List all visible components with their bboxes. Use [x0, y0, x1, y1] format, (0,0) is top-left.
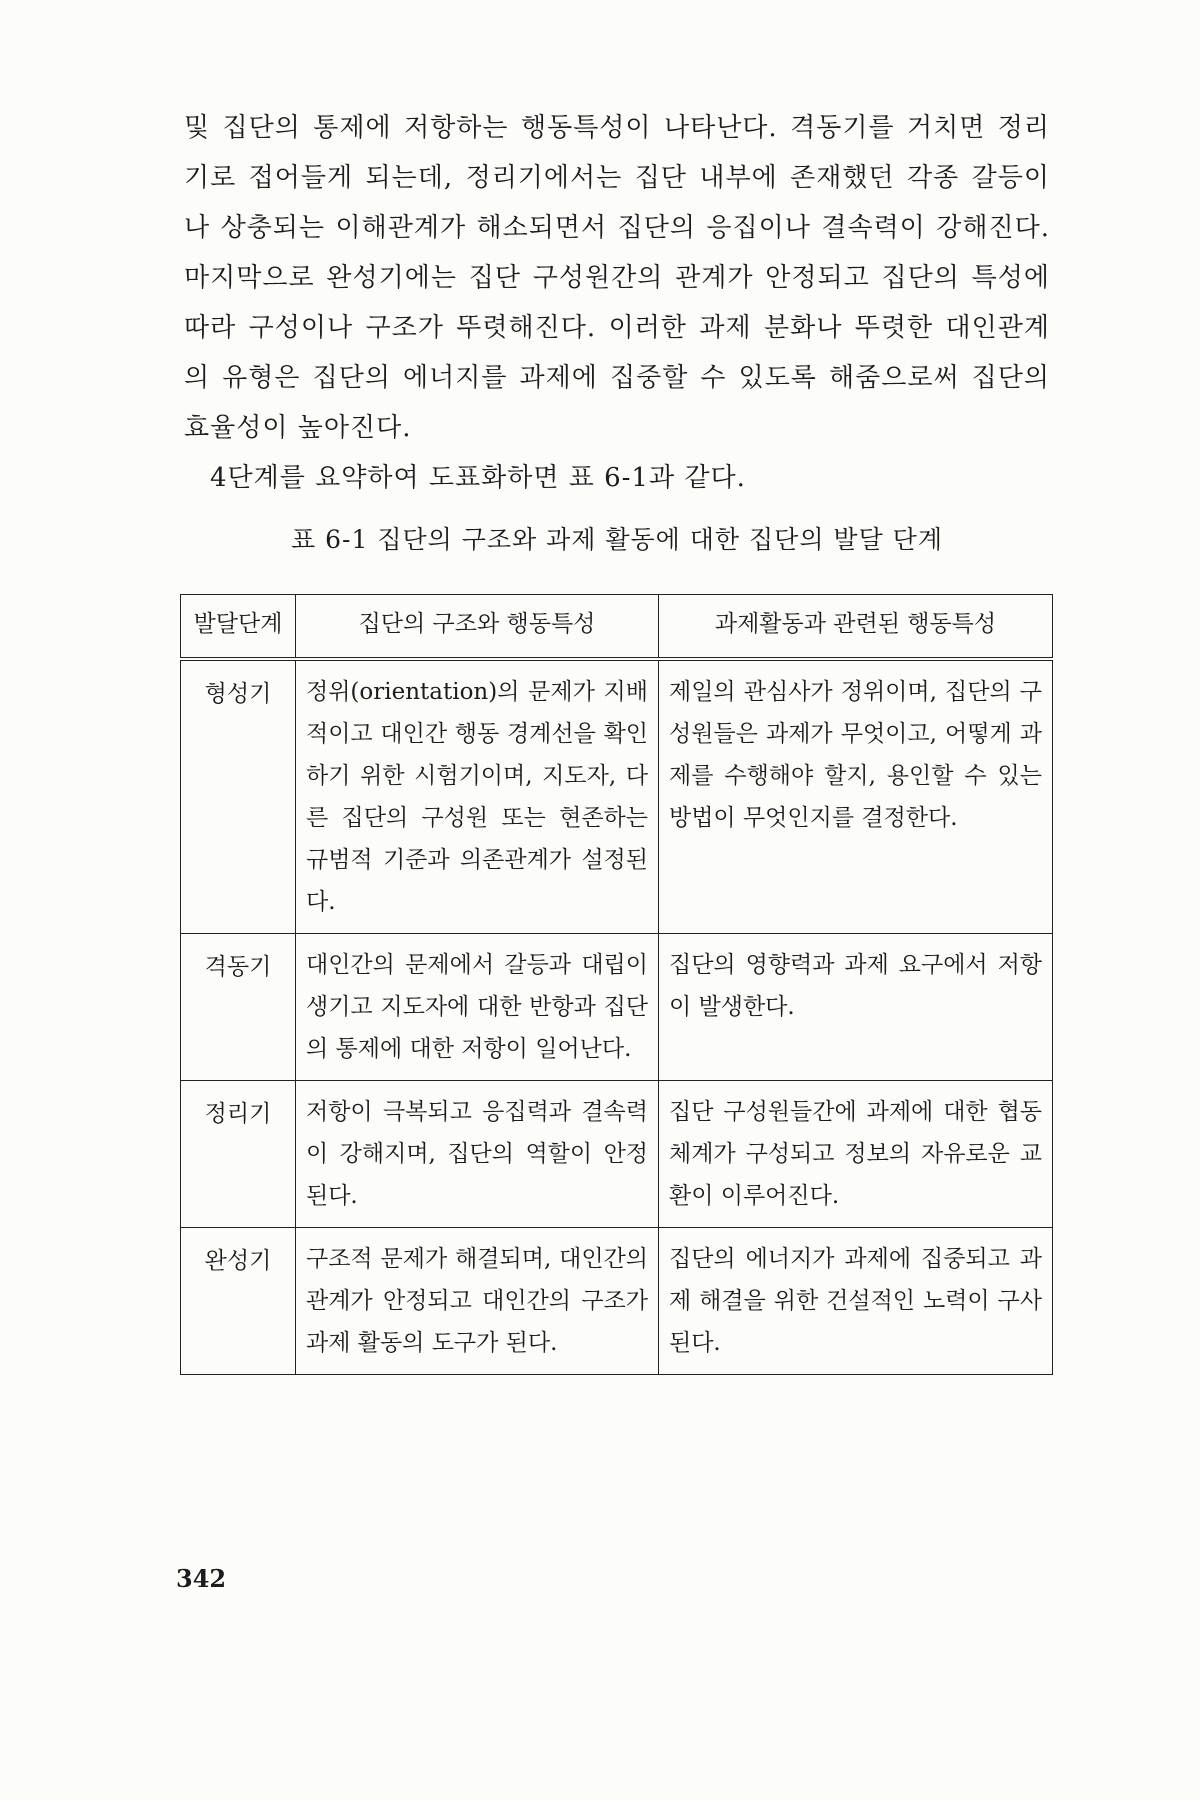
paragraph: 4단계를 요약하여 도표화하면 표 6-1과 같다. [210, 463, 746, 493]
stage-cell: 격동기 [181, 934, 296, 1081]
structure-cell: 저항이 극복되고 응집력과 결속력이 강해지며, 집단의 역할이 안정된다. [296, 1081, 659, 1228]
column-header-structure: 집단의 구조와 행동특성 [296, 595, 659, 660]
table-row [181, 1228, 1053, 1375]
stage-cell: 정리기 [181, 1081, 296, 1228]
table-header-row [181, 595, 1053, 660]
task-cell: 집단의 에너지가 과제에 집중되고 과제 해결을 위한 건설적인 노력이 구사된다. [659, 1228, 1053, 1375]
stage-cell: 완성기 [181, 1228, 296, 1375]
task-cell: 집단 구성원들간에 과제에 대한 협동 체계가 구성되고 정보의 자유로운 교환이 이루어진다. [659, 1081, 1053, 1228]
task-cell: 집단의 영향력과 과제 요구에서 저항이 발생한다. [659, 934, 1053, 1081]
structure-cell: 구조적 문제가 해결되며, 대인간의 관계가 안정되고 대인간의 구조가 과제 활동의 도구가 된다. [296, 1228, 659, 1375]
paragraph: 및 집단의 통제에 저항하는 행동특성이 나타난다. 격동기를 거치면 정리기로 접어들게 되는데, 정리기에서는 집단 내부에 존재했던 각종 갈등이나 상충되는 이해관계가 해소되면서 집단의 응집이나 결속력이 강해진다. 마지막으로 완성기에는 집단 구성원간의 관계가 안정되고 집단의 특성에 따라 구성이나 구조가 뚜렷해진다. 이러한 과제 분화나 뚜렷한 대인관계의 유형은 집단의 에너지를 과제에 집중할 수 있도록 해줌으로써 집단의 효율성이 높아진다. [184, 113, 1050, 443]
structure-cell: 대인간의 문제에서 갈등과 대립이 생기고 지도자에 대한 반항과 집단의 통제에 대한 저항이 일어난다. [296, 934, 659, 1081]
structure-cell: 정위(orientation)의 문제가 지배적이고 대인간 행동 경계선을 확인하기 위한 시험기이며, 지도자, 다른 집단의 구성원 또는 현존하는 규범적 기준과 의존관계가 설정된다. [296, 659, 659, 934]
table-caption: 표 6-1 집단의 구조와 과제 활동에 대한 집단의 발달 단계 [291, 525, 943, 554]
column-header-task: 과제활동과 관련된 행동특성 [659, 595, 1053, 660]
body-text [184, 103, 1050, 503]
table-row [181, 1081, 1053, 1228]
stage-cell: 형성기 [181, 659, 296, 934]
column-header-stage: 발달단계 [181, 595, 296, 660]
table-row [181, 659, 1053, 934]
table-row [181, 934, 1053, 1081]
task-cell: 제일의 관심사가 정위이며, 집단의 구성원들은 과제가 무엇이고, 어떻게 과제를 수행해야 할지, 용인할 수 있는 방법이 무엇인지를 결정한다. [659, 659, 1053, 934]
page-number: 342 [176, 1564, 227, 1593]
development-stages-table [180, 594, 1053, 1375]
